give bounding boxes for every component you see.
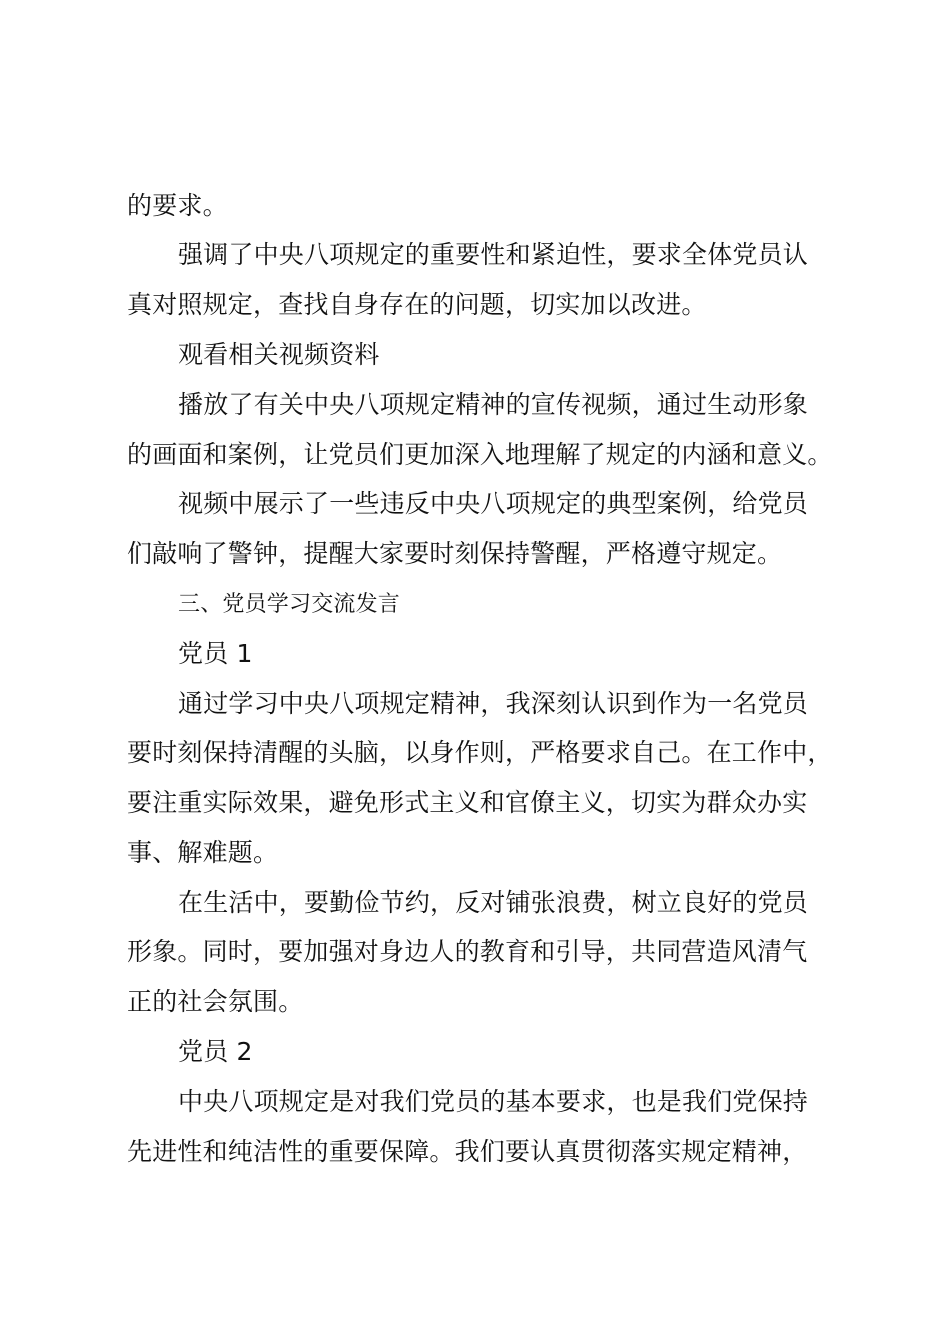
text-line: 的画面和案例，让党员们更加深入地理解了规定的内涵和意义。 [127,440,833,469]
paragraph-start: 在生活中，要勤俭节约，反对铺张浪费，树立良好的党员 [178,888,809,917]
text-line: 正的社会氛围。 [127,987,304,1016]
section-subheading: 观看相关视频资料 [178,340,380,369]
text-line: 要注重实际效果，避免形式主义和官僚主义，切实为群众办实 [127,788,808,817]
speaker-label: 党员 2 [178,1037,253,1066]
text-line: 要时刻保持清醒的头脑，以身作则，严格要求自己。在工作中， [127,738,833,767]
text-line: 先进性和纯洁性的重要保障。我们要认真贯彻落实规定精神， [127,1137,808,1166]
paragraph-start: 视频中展示了一些违反中央八项规定的典型案例，给党员 [178,489,809,518]
paragraph-start: 中央八项规定是对我们党员的基本要求，也是我们党保持 [178,1087,809,1116]
text-line: 的要求。 [127,191,228,220]
text-line: 形象。同时，要加强对身边人的教育和引导，共同营造风清气 [127,937,808,966]
text-line: 们敲响了警钟，提醒大家要时刻保持警醒，严格遵守规定。 [127,539,783,568]
paragraph-start: 通过学习中央八项规定精神，我深刻认识到作为一名党员 [178,689,809,718]
speaker-label: 党员 1 [178,639,253,668]
paragraph-start: 播放了有关中央八项规定精神的宣传视频，通过生动形象 [178,390,809,419]
text-line: 真对照规定，查找自身存在的问题，切实加以改进。 [127,290,707,319]
paragraph-start: 强调了中央八项规定的重要性和紧迫性，要求全体党员认 [178,240,809,269]
section-heading: 三、党员学习交流发言 [178,592,401,617]
text-line: 事、解难题。 [127,838,279,867]
